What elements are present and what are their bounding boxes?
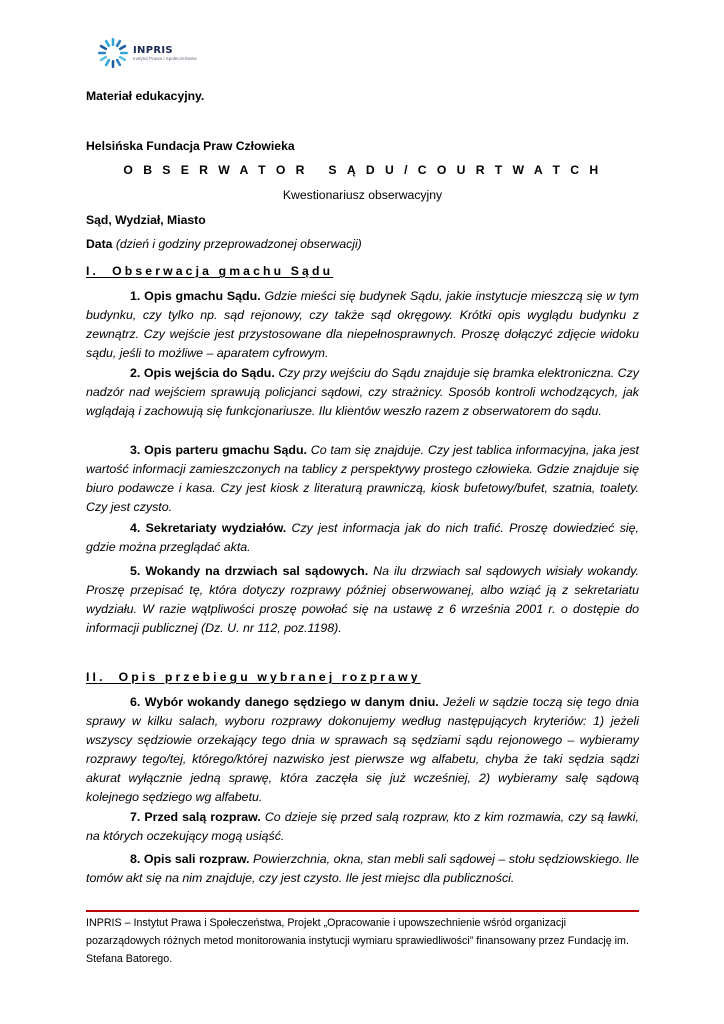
item-1 [86,287,639,363]
item-title: 5. Wokandy na drzwiach sal sądowych. [130,564,369,578]
item-text: Czy przy wejściu do Sądu znajduje się bramka elektroniczna. Czy nadzór nad wejściem sprawują policjanci sądowi, czy strażnicy. Sposób kontroli wchodzących, jak wglądają i zachowują się funkcjonariusze. Ilu klientów weszło razem z obserwatorem do sądu. [86,366,639,418]
date-label: Data [86,237,113,251]
item-title: 7. Przed salą rozpraw. [130,810,261,824]
section-2-item-6-wrap [86,693,639,807]
item-title: 8. Opis sali rozpraw. [130,852,250,866]
section-1-item-5-wrap [86,562,639,638]
section-2-item-8-wrap [86,850,639,888]
item-title: 1. Opis gmachu Sądu. [130,289,261,303]
date-line [86,235,639,253]
inpris-logo-icon [96,36,130,70]
item-text: Czy jest informacja jak do nich trafić. Proszę dowiedzieć się, gdzie można przeglądać akta. [86,521,639,554]
item-title: 6. Wybór wokandy danego sędziego w danym dniu. [130,695,439,709]
item-title: 4. Sekretariaty wydziałów. [130,521,287,535]
foundation-name: Helsińska Fundacja Praw Człowieka [86,139,295,153]
section-1-item-2-wrap [86,364,639,421]
inpris-logo [96,36,197,70]
item-3 [86,441,639,517]
item-text: Na ilu drzwiach sal sądowych wisiały wokandy. Proszę przepisać tę, która dotyczy rozprawy później obserwowanej, albo wziąć ją z sekretariatu wydziału. W razie wątpliwości proszę powołać się na ustawę z 6 września 2001 r. o dostępie do informacji publicznej (Dz. U. nr 112, poz.1198). [86,564,639,635]
section-1-item-4-wrap [86,519,639,557]
item-6 [86,693,639,807]
section-2-item-7-wrap [86,808,639,846]
item-5 [86,562,639,638]
footer-text: INPRIS – Instytut Prawa i Społeczeństwa, Projekt „Opracowanie i upowszechnienie wśród organizacji pozarządowych różnych metod monitorowania instytucji wymiaru sprawiedliwości” finansowany przez Fundację im. Stefana Batorego. [86,917,629,965]
section-1-heading: I. Obserwacja gmachu Sądu [86,264,334,278]
item-4 [86,519,639,557]
item-text: Powierzchnia, okna, stan mebli sali sądowej – stołu sędziowskiego. Ile tomów akt się na nim znajduje, czy jest czysto. Ile jest miejsc dla publiczności. [86,852,639,885]
logo-subtitle: Instytut Prawa i Społeczeństwa [133,55,197,61]
section-2-heading: II. Opis przebiegu wybranej rozprawy [86,670,421,684]
material-label: Materiał edukacyjny. [86,89,205,103]
item-2 [86,364,639,421]
item-text: Co dzieje się przed salą rozpraw, kto z kim rozmawia, czy są ławki, na których oczekujący mogą usiąść. [86,810,639,843]
logo-name: INPRIS [133,44,173,56]
document-subtitle: Kwestionariusz obserwacyjny [282,188,443,202]
date-hint: (dzień i godziny przeprowadzonej obserwacji) [115,237,362,251]
footer-divider [86,910,639,912]
item-text: Co tam się znajduje. Czy jest tablica informacyjna, jaka jest wartość informacji zamieszczonych na tablicy z perspektywy prostego człowieka. Gdzie znajduje się biuro podawcze i kasa. Czy jest kiosk z literaturą prawniczą, kiosk bufetowy/bufet, szatnia, toalety. Czy jest czysto. [86,443,639,514]
item-title: 3. Opis parteru gmachu Sądu. [130,443,307,457]
item-7 [86,808,639,846]
item-text: Jeżeli w sądzie toczą się tego dnia sprawy w kilku salach, wyboru rozprawy dokonujemy według następujących kryteriów: 1) jeżeli wszyscy sędziowie orzekający tego dnia w sprawach są sędziami sądu rejonowego – wybieramy rozprawy tego/tej, którego/której nazwisko jest pierwsze wg alfabetu, chyba że taki sędzia sądzi akurat wyłącznie jedną sprawę, która zaczęła się już wcześniej, 2) wybieramy salę sądową kolejnego sędziego wg alfabetu. [86,695,639,804]
court-line: Sąd, Wydział, Miasto [86,213,206,227]
item-8 [86,850,639,888]
item-text: Gdzie mieści się budynek Sądu, jakie instytucje mieszczą się w tym budynku, czy tylko np. sąd rejonowy, czy także sąd okręgowy. Krótki opis wyglądu budynku z zewnątrz. Czy wejście jest przystosowane dla niepełnosprawnych. Proszę dołączyć zdjęcie widoku sądu, jeśli to możliwe – aparatem cyfrowym. [86,289,639,360]
item-title: 2. Opis wejścia do Sądu. [130,366,275,380]
section-1-item-3-wrap [86,441,639,517]
section-1-items [86,287,639,363]
document-title: O B S E R W A T O R S Ą D U / C O U R T W A T C H [123,163,602,177]
